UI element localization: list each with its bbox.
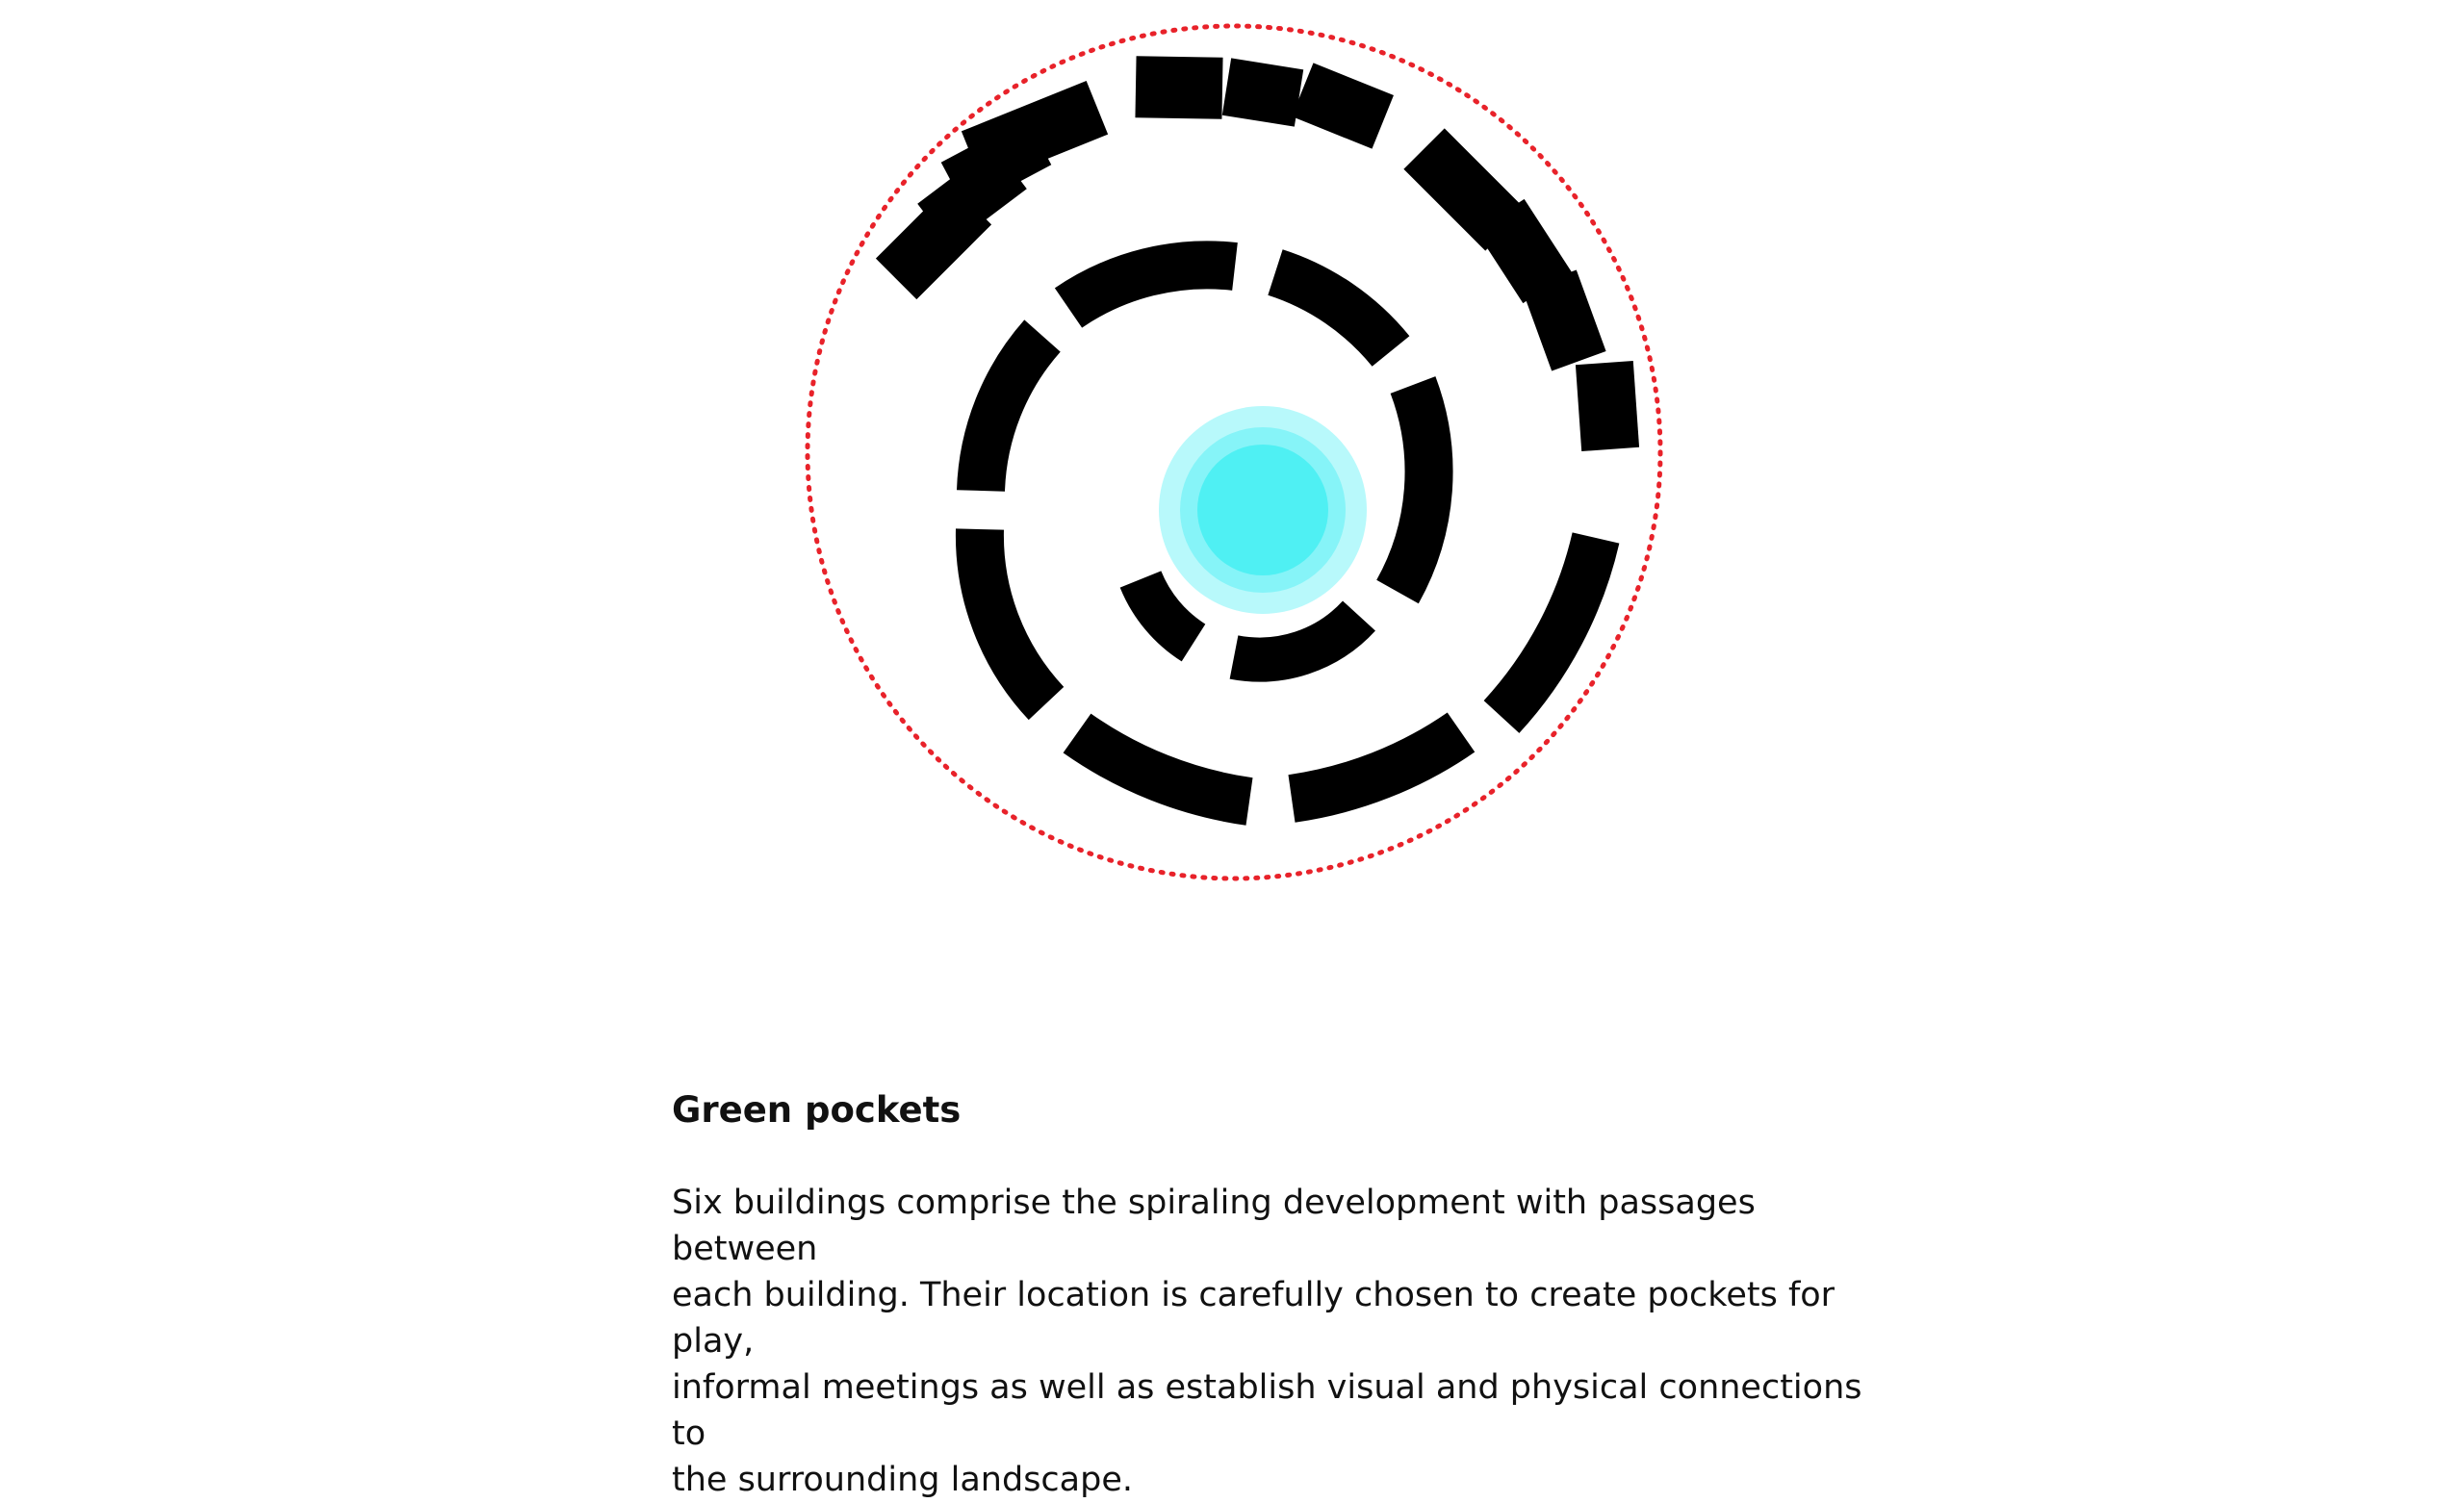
building-block: [1077, 733, 1249, 802]
building-block: [1135, 56, 1222, 119]
building-block: [1275, 272, 1391, 351]
building-block: [1068, 265, 1235, 308]
caption-title: Green pockets: [672, 1089, 962, 1131]
building-block: [1502, 538, 1596, 717]
top-building-chain: [1135, 56, 1394, 148]
building-block: [1398, 385, 1429, 592]
central-pocket: [1159, 406, 1367, 614]
building-block: [1292, 63, 1394, 148]
caption-body: Six buildings comprise the spiraling development with passages between each building. Their location is carefully chosen to create pockets for play, informal meetings as well as establish visual and physical connections to the surrounding landscape.: [672, 1184, 1862, 1499]
caption: [672, 1087, 1885, 1503]
building-block: [1234, 616, 1359, 660]
building-block: [980, 529, 1046, 703]
top-left-building-chain: [876, 81, 1108, 299]
building-block: [1576, 361, 1639, 451]
building-block: [1222, 58, 1303, 126]
building-block: [1292, 732, 1461, 799]
building-block: [1522, 269, 1605, 370]
building-block: [1141, 579, 1194, 643]
building-block: [981, 336, 1042, 491]
